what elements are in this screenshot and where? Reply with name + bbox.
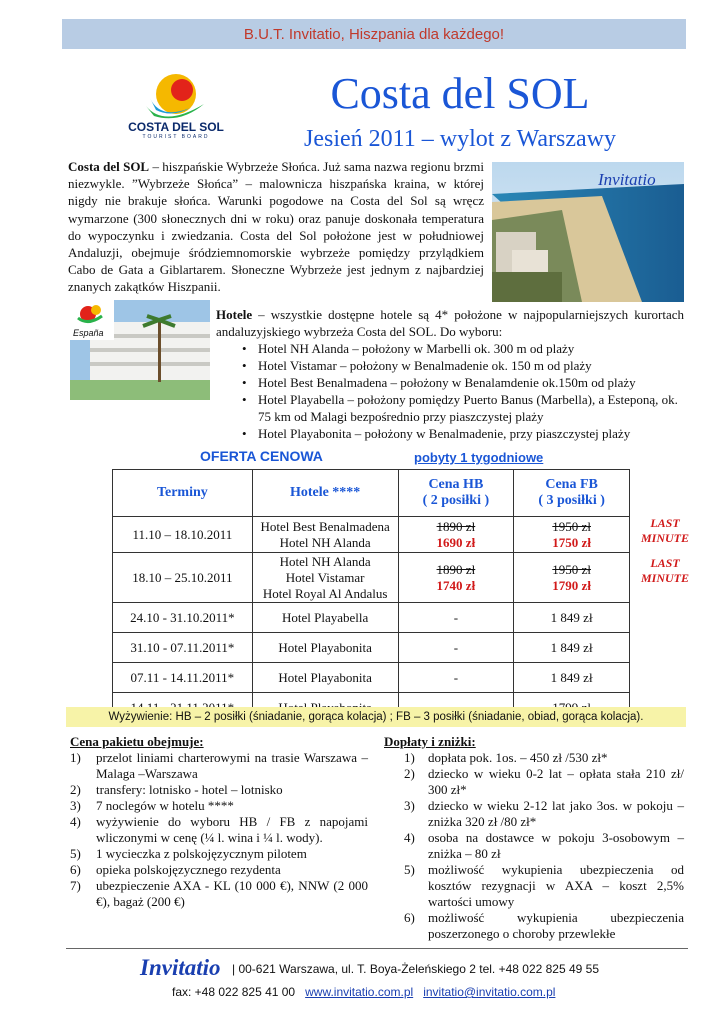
last-minute-line: LAST (650, 556, 680, 570)
list-item: • Hotel Playabella – położony pomiędzy Puerto Banus (Marbella), a Esteponą, ok. 75 km od Malagi bezpośrednio przy piaszczystej plaży (236, 391, 686, 425)
offer-title: OFERTA CENOWA (200, 448, 323, 464)
espana-logo-text: España (73, 328, 104, 338)
cell-fb: 1 849 zł (514, 603, 630, 633)
cell-hotels: Hotel Playabonita (252, 633, 398, 663)
package-title: Cena pakietu obejmuje: (70, 734, 204, 749)
old-price: 1890 zł (436, 561, 476, 577)
item-number: 5) (70, 846, 81, 861)
list-item (384, 862, 684, 910)
last-minute-label (630, 516, 700, 546)
header-hb-sub: ( 2 posiłki ) (422, 493, 490, 508)
new-price: 1740 zł (436, 577, 476, 593)
header-terminy: Terminy (113, 470, 253, 517)
list-item (70, 878, 368, 910)
hotel-name: Hotel Best Benalmadena (260, 518, 390, 534)
cell-hotels (252, 553, 398, 603)
cell-hb (398, 553, 514, 603)
item-text: osoba na dostawce w pokoju 3-osobowym – zniżka – 80 zł (428, 830, 684, 861)
new-price: 1790 zł (552, 577, 591, 593)
cell-dates: 18.10 – 25.10.2011 (113, 553, 253, 603)
header-hb-title: Cena HB (428, 477, 484, 492)
list-item (384, 798, 684, 830)
old-price: 1890 zł (436, 518, 476, 534)
offer-period: pobyty 1 tygodniowe (414, 450, 544, 465)
old-price: 1950 zł (552, 561, 591, 577)
header-fb (514, 470, 630, 517)
item-text: dziecko w wieku 2-12 lat jako 3os. w pokoju – zniżka 320 zł /80 zł* (428, 798, 684, 829)
item-text: przelot liniami charterowymi na trasie Warszawa – Malaga –Warszawa (96, 750, 368, 781)
list-item: • Hotel NH Alanda – położony w Marbelli ok. 300 m od plaży (236, 340, 686, 357)
logo-tagline: TOURIST BOARD (142, 134, 210, 140)
cell-dates: 31.10 - 07.11.2011* (113, 633, 253, 663)
item-text: 1 wycieczka z polskojęzycznym pilotem (96, 846, 307, 861)
hotels-lead: Hotele (216, 307, 253, 322)
item-text: wyżywienie do wyboru HB / FB z napojami wliczonymi w cenę (¼ l. wina i ¼ l. wody). (96, 814, 368, 845)
intro-lead: Costa del SOL (68, 159, 150, 174)
list-item (384, 830, 684, 862)
cell-dates: 07.11 - 14.11.2011* (113, 663, 253, 693)
hotel-name: Hotel NH Alanda (279, 534, 371, 550)
cell-hotels: Hotel Playabella (252, 603, 398, 633)
list-item (70, 798, 368, 814)
invitatio-badge: Invitatio (598, 170, 656, 189)
item-text: opieka polskojęzycznego rezydenta (96, 862, 281, 877)
old-price: 1950 zł (552, 518, 591, 534)
footer-divider (66, 948, 688, 949)
header-fb-title: Cena FB (545, 477, 598, 492)
hotel-name: Hotel Royal Al Andalus (262, 585, 388, 601)
list-item: • Hotel Best Benalmadena – położony w Benalamdenie ok.150m od plaży (236, 374, 686, 391)
email-link[interactable]: invitatio@invitatio.com.pl (423, 985, 556, 999)
last-minute-line: MINUTE (640, 571, 689, 585)
cell-hb: - (398, 633, 514, 663)
page-subtitle: Jesień 2011 – wylot z Warszawy (304, 126, 616, 152)
last-minute-line: LAST (650, 516, 680, 530)
list-item: • Hotel Vistamar – położony w Benalmadenie ok. 150 m od plaży (236, 357, 686, 374)
item-number: 1) (70, 750, 81, 765)
header-fb-sub: ( 3 posiłki ) (538, 493, 605, 508)
item-text: dopłata pok. 1os. – 450 zł /530 zł* (428, 750, 608, 765)
item-number: 4) (404, 830, 415, 845)
table-row (113, 553, 630, 603)
list-item (70, 750, 368, 782)
price-table (112, 469, 630, 723)
table-row (113, 603, 630, 633)
item-text: 7 noclegów w hotelu **** (96, 798, 234, 813)
footer-brand: Invitatio (140, 955, 221, 980)
header-hb (398, 470, 514, 517)
item-number: 6) (404, 910, 415, 925)
last-minute-label (630, 556, 700, 586)
list-item (70, 782, 368, 798)
item-number: 6) (70, 862, 81, 877)
item-number: 1) (404, 750, 415, 765)
cell-hotels (252, 517, 398, 553)
cell-dates: 11.10 – 18.10.2011 (113, 517, 253, 553)
cell-hb (398, 517, 514, 553)
item-number: 5) (404, 862, 415, 877)
item-number: 3) (404, 798, 415, 813)
item-text: możliwość wykupienia ubezpieczenia poszerzonego o choroby przewlekłe (428, 910, 684, 941)
list-item (384, 910, 684, 942)
list-item (384, 750, 684, 766)
cell-hotels: Hotel Playabonita (252, 663, 398, 693)
list-item: • Hotel Playabonita – położony w Benalmadenie, przy piaszczystej plaży (236, 425, 686, 442)
table-row (113, 517, 630, 553)
list-item (70, 846, 368, 862)
footer-fax: fax: +48 022 825 41 00 (172, 985, 296, 999)
package-section (70, 734, 368, 910)
item-number: 2) (70, 782, 81, 797)
espana-logo (70, 300, 114, 340)
website-link[interactable]: www.invitatio.com.pl (305, 985, 414, 999)
table-row (113, 633, 630, 663)
logo-name: COSTA DEL SOL (128, 120, 224, 134)
meals-note: Wyżywienie: HB – 2 posiłki (śniadanie, gorąca kolacja) ; FB – 3 posiłki (śniadanie, obiad, gorąca kolacja). (66, 707, 686, 727)
list-item (384, 766, 684, 798)
header-banner: B.U.T. Invitatio, Hiszpania dla każdego! (62, 19, 686, 49)
intro-paragraph (68, 158, 484, 296)
list-item (70, 862, 368, 878)
table-header-row (113, 470, 630, 517)
cell-fb (514, 553, 630, 603)
intro-text: – hiszpańskie Wybrzeże Słońca. Już sama nazwa regionu brzmi niezwykle. ”Wybrzeże Słońca” – malownicza hiszpańska kraina, w której nigdy nie brakuje słońca. Warunki pogodowe na Costa del Sol są wręcz wymarzone (300 słonecznych dni w roku) oraz panuje doskonała temperatura do wypoczynku i zwiedzania. Costa del Sol położone jest w południowej Andaluzji, obejmuje śródziemnomorskie wybrzeże pomiędzy przylądkiem Cabo de Gata a Giblartarem. Słoneczne Wybrzeże jest jednym z najbardziej znanych zakątków Hiszpanii. (68, 159, 484, 295)
extras-section (384, 734, 684, 942)
header-hotele: Hotele **** (252, 470, 398, 517)
item-text: możliwość wykupienia ubezpieczenia od kosztów rezygnacji w AXA – koszt 2,5% wartości umowy (428, 862, 684, 909)
item-number: 4) (70, 814, 81, 829)
extras-title: Dopłaty i zniżki: (384, 734, 476, 749)
cell-hb: - (398, 603, 514, 633)
hotels-text: – wszystkie dostępne hotele są 4* położone w najpopularniejszych kurortach andaluzyjskiego wybrzeża Costa del SOL. Do wyboru: (216, 307, 684, 339)
item-text: transfery: lotnisko - hotel – lotnisko (96, 782, 283, 797)
item-text: dziecko w wieku 0-2 lat – opłata stała 210 zł/ 300 zł* (428, 766, 684, 797)
item-number: 2) (404, 766, 415, 781)
table-row (113, 663, 630, 693)
page-title: Costa del SOL (330, 69, 590, 118)
cell-dates: 24.10 - 31.10.2011* (113, 603, 253, 633)
cell-fb (514, 517, 630, 553)
last-minute-line: MINUTE (640, 531, 689, 545)
hotel-name: Hotel NH Alanda (279, 553, 371, 569)
new-price: 1690 zł (436, 534, 476, 550)
item-text: ubezpieczenie AXA - KL (10 000 €), NNW (2 000 €), bagaż (200 €) (96, 878, 368, 909)
cell-fb: 1 849 zł (514, 663, 630, 693)
hotels-list (236, 340, 686, 442)
hotels-paragraph (216, 306, 684, 340)
footer-address: | 00-621 Warszawa, ul. T. Boya-Żeleńskiego 2 tel. +48 022 825 49 55 (232, 962, 600, 976)
list-item (70, 814, 368, 846)
item-number: 7) (70, 878, 81, 893)
footer-contact (172, 985, 555, 999)
hotel-name: Hotel Vistamar (285, 569, 365, 585)
item-number: 3) (70, 798, 81, 813)
new-price: 1750 zł (552, 534, 591, 550)
cell-hb: - (398, 663, 514, 693)
cell-fb: 1 849 zł (514, 633, 630, 663)
